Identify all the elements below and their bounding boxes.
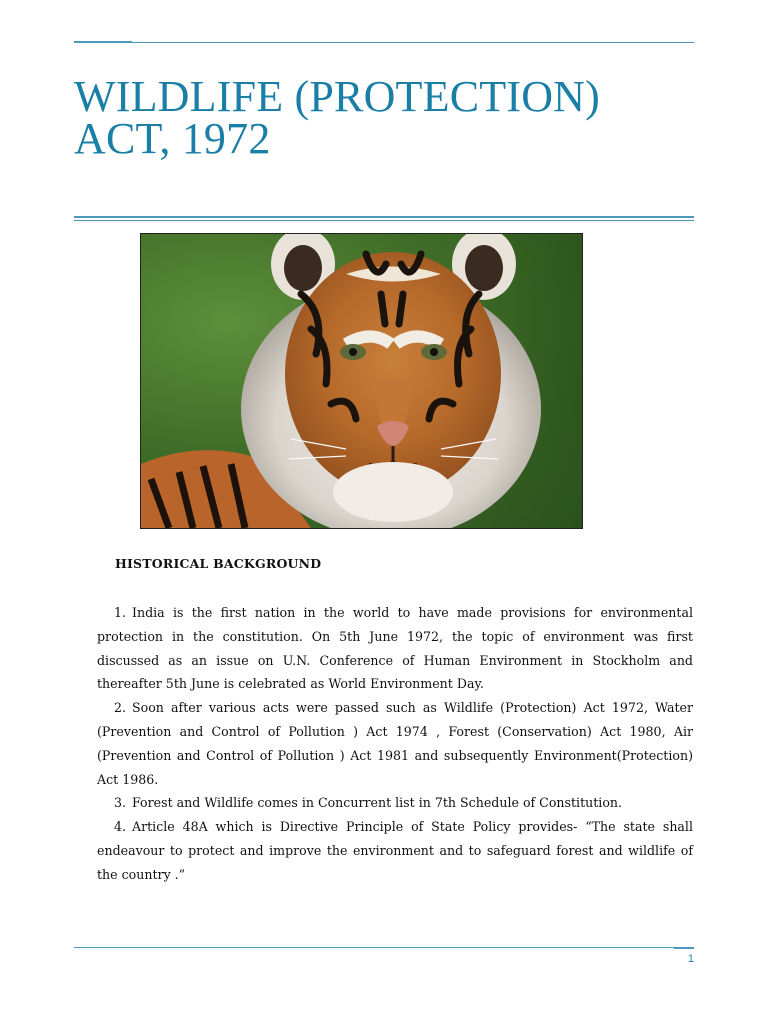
list-item: [97, 791, 693, 815]
list-item-number: 4.: [114, 819, 127, 835]
list-item: [97, 696, 693, 791]
document-title-line-2: ACT, 1972: [74, 114, 271, 163]
footer-rule: [74, 947, 694, 948]
tiger-photo: [140, 233, 583, 529]
list-item-text: Article 48A which is Directive Principle of State Policy provides- “The state shall endeavour to protect and improve the environment and to safeguard forest and wildlife of the country .”: [97, 819, 693, 882]
list-item: [97, 815, 693, 886]
list-item-number: 3.: [114, 795, 127, 811]
section-heading: HISTORICAL BACKGROUND: [115, 556, 322, 571]
background-list: [97, 601, 693, 887]
list-item-text: India is the first nation in the world to have made provisions for environmental protection in the constitution. On 5th June 1972, the topic of environment was first discussed as an issue on U.N. Conference of Human Environment in Stockholm and thereafter 5th June is celebrated as World Environment Day.: [97, 605, 693, 692]
header-rule: [74, 42, 694, 43]
list-item-number: 2.: [114, 700, 127, 716]
list-item-number: 1.: [114, 605, 127, 620]
list-item: [97, 601, 693, 696]
page-number: 1: [687, 953, 694, 965]
list-item-text: Forest and Wildlife comes in Concurrent list in 7th Schedule of Constitution.: [132, 795, 623, 811]
tiger-illustration: [141, 234, 582, 528]
document-title-line-1: WILDLIFE (PROTECTION): [74, 72, 600, 121]
list-item-text: Soon after various acts were passed such as Wildlife (Protection) Act 1972, Water (Prevention and Control of Pollution ) Act 1974 , Forest (Conservation) Act 1980, Air (Prevention and Control of Pollution ) Act 1981 and subsequently Environment(Protection) Act 1986.: [97, 700, 693, 787]
title-divider-line-thick: [74, 216, 694, 218]
title-divider-line-thin: [74, 220, 694, 221]
document-title: [74, 72, 694, 163]
title-divider: [74, 216, 694, 222]
